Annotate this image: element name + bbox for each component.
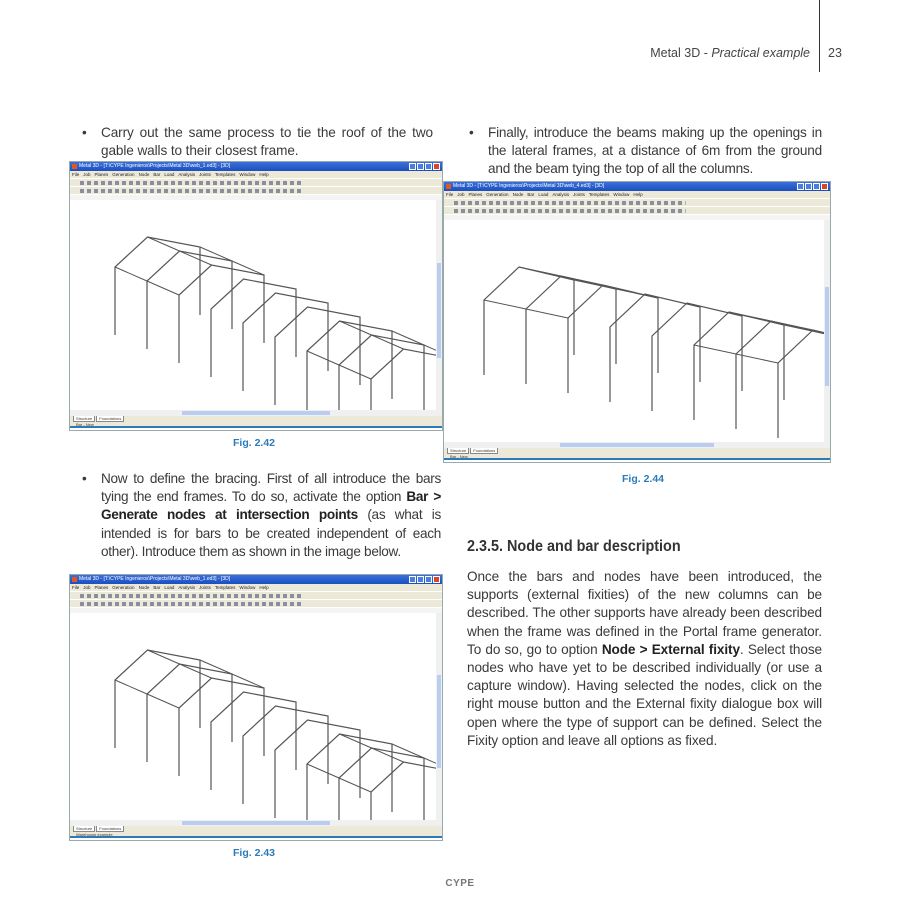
tie-beam — [232, 261, 264, 275]
tie-beam — [276, 293, 308, 307]
text: Now to define the bracing. First of all introduce the bars tying the end frames. To do so, activate the option — [101, 471, 441, 505]
tie-beam — [296, 702, 328, 716]
tie-beam — [212, 265, 244, 279]
menu-item[interactable]: Node — [512, 192, 524, 197]
portal-frame — [778, 330, 824, 438]
status-bar — [70, 832, 442, 838]
tie-beam — [308, 307, 340, 321]
menu-bar — [70, 171, 442, 178]
tie-beam — [372, 748, 404, 762]
section-heading: 2.3.5. Node and bar description — [467, 538, 681, 555]
portal-frame — [243, 706, 328, 804]
tie-beam — [307, 764, 339, 778]
header-divider — [819, 0, 820, 72]
vertical-scrollbar[interactable] — [436, 613, 442, 820]
portal-frame — [307, 734, 392, 820]
tie-beam — [232, 674, 264, 688]
drawing-canvas[interactable] — [70, 613, 436, 820]
menu-item[interactable]: Job — [457, 192, 465, 197]
tie-beam — [424, 758, 436, 772]
tie-beam — [519, 267, 561, 276]
toolbar[interactable] — [70, 591, 442, 599]
portal-frame — [211, 279, 296, 377]
close-button[interactable] — [433, 163, 440, 170]
window-title-bar — [70, 575, 442, 584]
tie-beam — [264, 275, 296, 289]
minimize-button[interactable] — [417, 163, 424, 170]
tie-beam — [392, 744, 424, 758]
tie-beam — [200, 660, 232, 674]
screenshot-fig-2-43 — [69, 574, 443, 841]
toolbar[interactable] — [444, 198, 830, 206]
help-button[interactable] — [409, 163, 416, 170]
drawing-canvas[interactable] — [70, 200, 436, 410]
portal-frame — [147, 664, 232, 762]
header-subtitle: Practical example — [711, 46, 810, 60]
tie-beam — [360, 317, 392, 331]
portal-frame — [371, 349, 436, 410]
menu-item[interactable]: Node — [138, 585, 150, 590]
menu-item[interactable]: Templates — [588, 192, 610, 197]
tie-beam — [296, 289, 328, 303]
vertical-scrollbar[interactable] — [824, 220, 830, 442]
menu-item[interactable]: Bar — [153, 172, 161, 177]
tie-beam — [264, 688, 296, 702]
tie-beam — [276, 706, 308, 720]
tie-beam — [115, 680, 147, 694]
vertical-scrollbar[interactable] — [436, 200, 442, 410]
menu-item[interactable]: Generation — [112, 585, 135, 590]
tie-beam — [179, 708, 211, 722]
window-title: Metal 3D - [T:\CYPE Ingenieros\Projects\Metal 3D\web_1.ed3] - [3D] — [79, 163, 231, 169]
tie-beam — [148, 237, 180, 251]
app-icon — [72, 577, 77, 582]
menu-item[interactable]: Job — [83, 172, 91, 177]
tie-beam — [729, 312, 771, 321]
tie-beam — [180, 251, 212, 265]
toolbar[interactable] — [70, 186, 442, 194]
portal-frame — [526, 276, 616, 384]
tie-beam — [212, 678, 244, 692]
app-icon — [72, 164, 77, 169]
tie-beam — [340, 734, 372, 748]
portal-frame — [179, 265, 264, 363]
menu-item[interactable]: Load — [164, 172, 175, 177]
menu-item[interactable]: Window — [239, 585, 256, 590]
status-text: Bar - New — [76, 422, 94, 427]
menu-item[interactable]: Analysis — [178, 585, 196, 590]
menu-bar — [70, 584, 442, 591]
status-bar — [444, 454, 830, 460]
close-button[interactable] — [821, 183, 828, 190]
portal-frame — [307, 321, 392, 410]
menu-item[interactable]: Bar — [153, 585, 161, 590]
portal-frame — [243, 293, 328, 391]
screenshot-fig-2-44 — [443, 181, 831, 463]
status-bar — [70, 422, 442, 428]
minimize-button[interactable] — [417, 576, 424, 583]
text: (as what is intended is for bars to be created independent of each other). Introduce them as shown in the image below. — [101, 507, 441, 559]
menu-item[interactable]: Planes — [94, 585, 109, 590]
text: Once the bars and nodes have been introduced, the supports (external fixities) of the new columns can be described. The other supports have already been described when the frame was defined in the Portal frame generator. To do so, go to option — [467, 569, 822, 657]
menu-item[interactable]: Window — [613, 192, 630, 197]
tie-beam — [372, 335, 404, 349]
help-button[interactable] — [409, 576, 416, 583]
tie-beam — [424, 345, 436, 359]
menu-item[interactable]: Job — [83, 585, 91, 590]
tie-beam — [328, 303, 360, 317]
app-icon — [446, 184, 451, 189]
tie-beam — [275, 750, 307, 764]
tie-beam — [243, 736, 275, 750]
tab[interactable]: Foundations — [96, 826, 124, 832]
menu-item[interactable]: Joints — [199, 585, 211, 590]
tie-beam — [244, 279, 276, 293]
figure-caption: Fig. 2.42 — [232, 437, 275, 449]
tie-beam — [179, 295, 211, 309]
tie-beam — [784, 325, 824, 334]
tie-beam — [148, 650, 180, 664]
menu-item[interactable]: Bar — [527, 192, 535, 197]
portal-frame — [568, 285, 658, 393]
bullet: • — [82, 125, 87, 140]
bullet: • — [469, 125, 474, 140]
window-title-bar — [444, 182, 830, 191]
tab[interactable]: Foundations — [470, 448, 498, 454]
screenshot-fig-2-42 — [69, 161, 443, 431]
menu-item[interactable]: File — [446, 192, 454, 197]
menu-bar — [444, 191, 830, 198]
tie-beam — [243, 323, 275, 337]
window-title-bar — [70, 162, 442, 171]
menu-item[interactable]: Generation — [486, 192, 509, 197]
left-bullet-1: Carry out the same process to tie the roof of the two gable walls to their closest frame. — [101, 125, 433, 159]
tie-beam — [561, 276, 603, 285]
tie-beam — [526, 309, 568, 318]
drawing-canvas[interactable] — [444, 220, 824, 442]
help-button[interactable] — [797, 183, 804, 190]
portal-frame — [484, 267, 574, 375]
tie-beam — [275, 337, 307, 351]
menu-item[interactable]: Templates — [214, 585, 236, 590]
portal-frame — [694, 312, 784, 420]
structure-3d-view — [70, 613, 436, 820]
tab[interactable]: Foundations — [96, 416, 124, 422]
menu-item[interactable]: Joints — [573, 192, 585, 197]
figure-caption: Fig. 2.44 — [621, 473, 664, 485]
portal-frame — [610, 294, 700, 402]
menu-item[interactable]: File — [72, 585, 80, 590]
tie-beam — [180, 664, 212, 678]
menu-item[interactable]: Joints — [199, 172, 211, 177]
portal-frame — [652, 303, 742, 411]
structure-3d-view — [70, 200, 436, 410]
left-bullet-2 — [101, 470, 441, 561]
tie-beam — [211, 722, 243, 736]
tab[interactable]: Structure — [73, 416, 95, 422]
text: . Select those nodes who have yet to be described individually (or use a capture window). Having selected the nodes, click on the right mouse button and the External fixity dialogue box will open where the type of support can be defined. Select the Fixity option and leave all options as fixed. — [467, 641, 823, 748]
header-title: Metal 3D - — [650, 46, 712, 60]
menu-item[interactable]: Node — [138, 172, 150, 177]
menu-item[interactable]: Templates — [214, 172, 236, 177]
running-header — [650, 46, 810, 60]
status-text: Bar - New — [450, 454, 468, 459]
tie-beam — [339, 365, 371, 379]
section-paragraph — [467, 568, 822, 750]
menu-item[interactable]: Window — [239, 172, 256, 177]
portal-frame — [339, 335, 424, 410]
tie-beam — [360, 730, 392, 744]
portal-frame — [179, 678, 264, 776]
tie-beam — [211, 309, 243, 323]
maximize-button[interactable] — [425, 576, 432, 583]
menu-item[interactable]: Analysis — [178, 172, 196, 177]
toolbar[interactable] — [70, 178, 442, 186]
structure-3d-view — [444, 220, 824, 442]
footer-brand: CYPE — [445, 878, 475, 889]
portal-frame — [371, 762, 436, 820]
minimize-button[interactable] — [805, 183, 812, 190]
tie-beam — [339, 778, 371, 792]
portal-frame — [736, 321, 824, 429]
close-button[interactable] — [433, 576, 440, 583]
menu-item[interactable]: Help — [259, 172, 269, 177]
tie-beam — [244, 692, 276, 706]
menu-item[interactable]: Load — [538, 192, 549, 197]
portal-frame — [147, 251, 232, 349]
status-text: Warehouse example — [76, 832, 113, 837]
menu-path: Node > External fixity — [601, 641, 740, 657]
tie-beam — [392, 331, 424, 345]
figure-caption: Fig. 2.43 — [232, 847, 275, 859]
tie-beam — [115, 267, 147, 281]
portal-frame — [211, 692, 296, 790]
menu-item[interactable]: Generation — [112, 172, 135, 177]
tie-beam — [200, 247, 232, 261]
bullet: • — [82, 471, 87, 486]
window-title: Metal 3D - [T:\CYPE Ingenieros\Projects\Metal 3D\web_4.ed3] - [3D] — [453, 183, 605, 189]
menu-path: Bar > Generate nodes at intersection points — [101, 489, 441, 523]
maximize-button[interactable] — [813, 183, 820, 190]
menu-item[interactable]: Help — [633, 192, 643, 197]
tie-beam — [574, 280, 616, 289]
tie-beam — [328, 716, 360, 730]
toolbar[interactable] — [444, 206, 830, 214]
window-title: Metal 3D - [T:\CYPE Ingenieros\Projects\Metal 3D\web_1.ed3] - [3D] — [79, 576, 231, 582]
right-bullet-1: Finally, introduce the beams making up the openings in the lateral frames, at a distance of 6m from the ground and the beam tying the top of all the columns. — [488, 125, 822, 177]
tab[interactable]: Structure — [447, 448, 469, 454]
tie-beam — [308, 720, 340, 734]
menu-item[interactable]: Planes — [94, 172, 109, 177]
tie-beam — [147, 694, 179, 708]
tie-beam — [307, 351, 339, 365]
tab[interactable]: Structure — [73, 826, 95, 832]
tie-beam — [484, 300, 526, 309]
tie-beam — [771, 321, 813, 330]
menu-item[interactable]: Analysis — [552, 192, 570, 197]
tie-beam — [147, 281, 179, 295]
page-number: 23 — [828, 46, 842, 60]
tie-beam — [340, 321, 372, 335]
menu-item[interactable]: File — [72, 172, 80, 177]
menu-item[interactable]: Planes — [468, 192, 483, 197]
tie-beam — [616, 289, 658, 298]
menu-item[interactable]: Load — [164, 585, 175, 590]
toolbar[interactable] — [70, 599, 442, 607]
menu-item[interactable]: Help — [259, 585, 269, 590]
maximize-button[interactable] — [425, 163, 432, 170]
